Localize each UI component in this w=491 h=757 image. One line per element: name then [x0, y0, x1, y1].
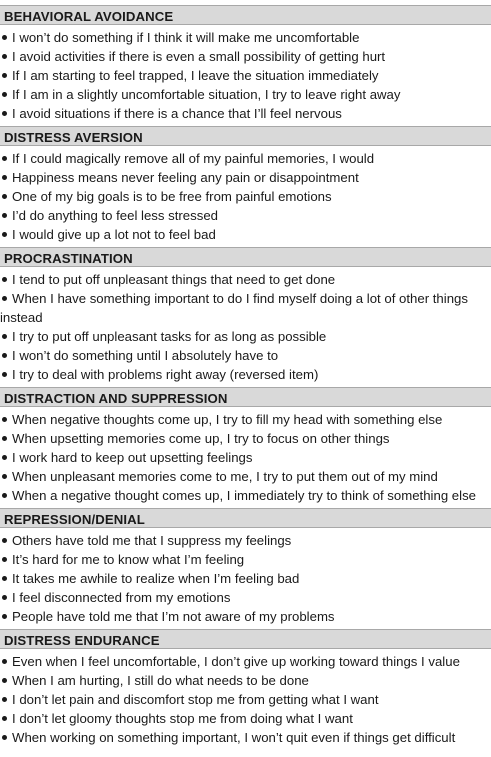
- list-item: [0, 671, 491, 690]
- list-item: [0, 168, 491, 187]
- bullet-icon: [2, 576, 7, 581]
- bullet-icon: [2, 194, 7, 199]
- bullet-icon: [2, 111, 7, 116]
- bullet-icon: [2, 455, 7, 460]
- item-text: If I could magically remove all of my painful memories, I would: [12, 151, 375, 166]
- item-list: [0, 146, 491, 247]
- item-text: I feel disconnected from my emotions: [12, 590, 231, 605]
- item-text: I won’t do something until I absolutely have to: [12, 348, 279, 363]
- bullet-icon: [2, 296, 7, 301]
- item-text: Happiness means never feeling any pain or disappointment: [12, 170, 359, 185]
- section-procrastination: [0, 247, 491, 387]
- list-item: [0, 270, 491, 289]
- bullet-icon: [2, 277, 7, 282]
- bullet-icon: [2, 353, 7, 358]
- bullet-icon: [2, 614, 7, 619]
- bullet-icon: [2, 73, 7, 78]
- list-item: [0, 531, 491, 550]
- bullet-icon: [2, 156, 7, 161]
- item-text: I don’t let gloomy thoughts stop me from doing what I want: [12, 711, 353, 726]
- list-item: [0, 569, 491, 588]
- bullet-icon: [2, 557, 7, 562]
- section-header: DISTRESS ENDURANCE: [0, 629, 491, 649]
- item-text: I try to deal with problems right away (reversed item): [12, 367, 319, 382]
- bullet-icon: [2, 213, 7, 218]
- item-text: When I have something important to do I find myself doing a lot of other things: [12, 291, 468, 306]
- section-header: DISTRACTION AND SUPPRESSION: [0, 387, 491, 407]
- item-text: It takes me awhile to realize when I’m feeling bad: [12, 571, 300, 586]
- bullet-icon: [2, 538, 7, 543]
- section-behavioral-avoidance: [0, 5, 491, 126]
- bullet-icon: [2, 334, 7, 339]
- bullet-icon: [2, 659, 7, 664]
- list-item: [0, 448, 491, 467]
- list-item: [0, 289, 491, 327]
- item-list: [0, 649, 491, 750]
- list-item: [0, 104, 491, 123]
- section-repression-denial: [0, 508, 491, 629]
- section-distress-endurance: [0, 629, 491, 750]
- list-item: [0, 346, 491, 365]
- item-text: I won’t do something if I think it will make me uncomfortable: [12, 30, 360, 45]
- list-item: [0, 365, 491, 384]
- bullet-icon: [2, 716, 7, 721]
- bullet-icon: [2, 92, 7, 97]
- section-header: REPRESSION/DENIAL: [0, 508, 491, 528]
- list-item: [0, 429, 491, 448]
- list-item: [0, 149, 491, 168]
- item-text: When working on something important, I won’t quit even if things get difficult: [12, 730, 456, 745]
- list-item: [0, 187, 491, 206]
- list-item: [0, 709, 491, 728]
- list-item: [0, 327, 491, 346]
- item-text: I try to put off unpleasant tasks for as long as possible: [12, 329, 327, 344]
- item-text: One of my big goals is to be free from painful emotions: [12, 189, 332, 204]
- list-item: [0, 85, 491, 104]
- list-item: [0, 467, 491, 486]
- item-text: People have told me that I’m not aware of my problems: [12, 609, 335, 624]
- list-item: [0, 225, 491, 244]
- item-list: [0, 407, 491, 508]
- bullet-icon: [2, 678, 7, 683]
- bullet-icon: [2, 35, 7, 40]
- section-distraction-and-suppression: [0, 387, 491, 508]
- list-item: [0, 206, 491, 225]
- list-item: [0, 66, 491, 85]
- item-list: [0, 528, 491, 629]
- list-item: [0, 652, 491, 671]
- list-item: [0, 588, 491, 607]
- item-text: Others have told me that I suppress my feelings: [12, 533, 292, 548]
- section-distress-aversion: [0, 126, 491, 247]
- list-item: [0, 47, 491, 66]
- item-text: I don’t let pain and discomfort stop me from getting what I want: [12, 692, 379, 707]
- item-text: I’d do anything to feel less stressed: [12, 208, 218, 223]
- item-text-continuation: instead: [0, 310, 43, 325]
- list-item: [0, 486, 491, 505]
- section-header: DISTRESS AVERSION: [0, 126, 491, 146]
- item-text: It’s hard for me to know what I’m feeling: [12, 552, 245, 567]
- bullet-icon: [2, 474, 7, 479]
- list-item: [0, 410, 491, 429]
- bullet-icon: [2, 595, 7, 600]
- item-text: I avoid activities if there is even a small possibility of getting hurt: [12, 49, 386, 64]
- item-text: I tend to put off unpleasant things that need to get done: [12, 272, 336, 287]
- bullet-icon: [2, 232, 7, 237]
- item-list: [0, 25, 491, 126]
- item-text: When I am hurting, I still do what needs to be done: [12, 673, 309, 688]
- item-text: When negative thoughts come up, I try to fill my head with something else: [12, 412, 443, 427]
- list-item: [0, 690, 491, 709]
- item-list: [0, 267, 491, 387]
- item-text: If I am in a slightly uncomfortable situation, I try to leave right away: [12, 87, 401, 102]
- bullet-icon: [2, 372, 7, 377]
- item-text: When a negative thought comes up, I immediately try to think of something else: [12, 488, 477, 503]
- bullet-icon: [2, 54, 7, 59]
- list-item: [0, 728, 491, 747]
- item-text: When upsetting memories come up, I try to focus on other things: [12, 431, 390, 446]
- bullet-icon: [2, 735, 7, 740]
- bullet-icon: [2, 417, 7, 422]
- list-item: [0, 28, 491, 47]
- item-text: Even when I feel uncomfortable, I don’t give up working toward things I value: [12, 654, 460, 669]
- bullet-icon: [2, 493, 7, 498]
- list-item: [0, 607, 491, 626]
- bullet-icon: [2, 697, 7, 702]
- section-header: PROCRASTINATION: [0, 247, 491, 267]
- section-header: BEHAVIORAL AVOIDANCE: [0, 5, 491, 25]
- item-text: I avoid situations if there is a chance that I’ll feel nervous: [12, 106, 342, 121]
- list-item: [0, 550, 491, 569]
- item-text: If I am starting to feel trapped, I leave the situation immediately: [12, 68, 379, 83]
- bullet-icon: [2, 175, 7, 180]
- item-text: I work hard to keep out upsetting feelings: [12, 450, 253, 465]
- item-text: When unpleasant memories come to me, I try to put them out of my mind: [12, 469, 438, 484]
- item-text: I would give up a lot not to feel bad: [12, 227, 216, 242]
- bullet-icon: [2, 436, 7, 441]
